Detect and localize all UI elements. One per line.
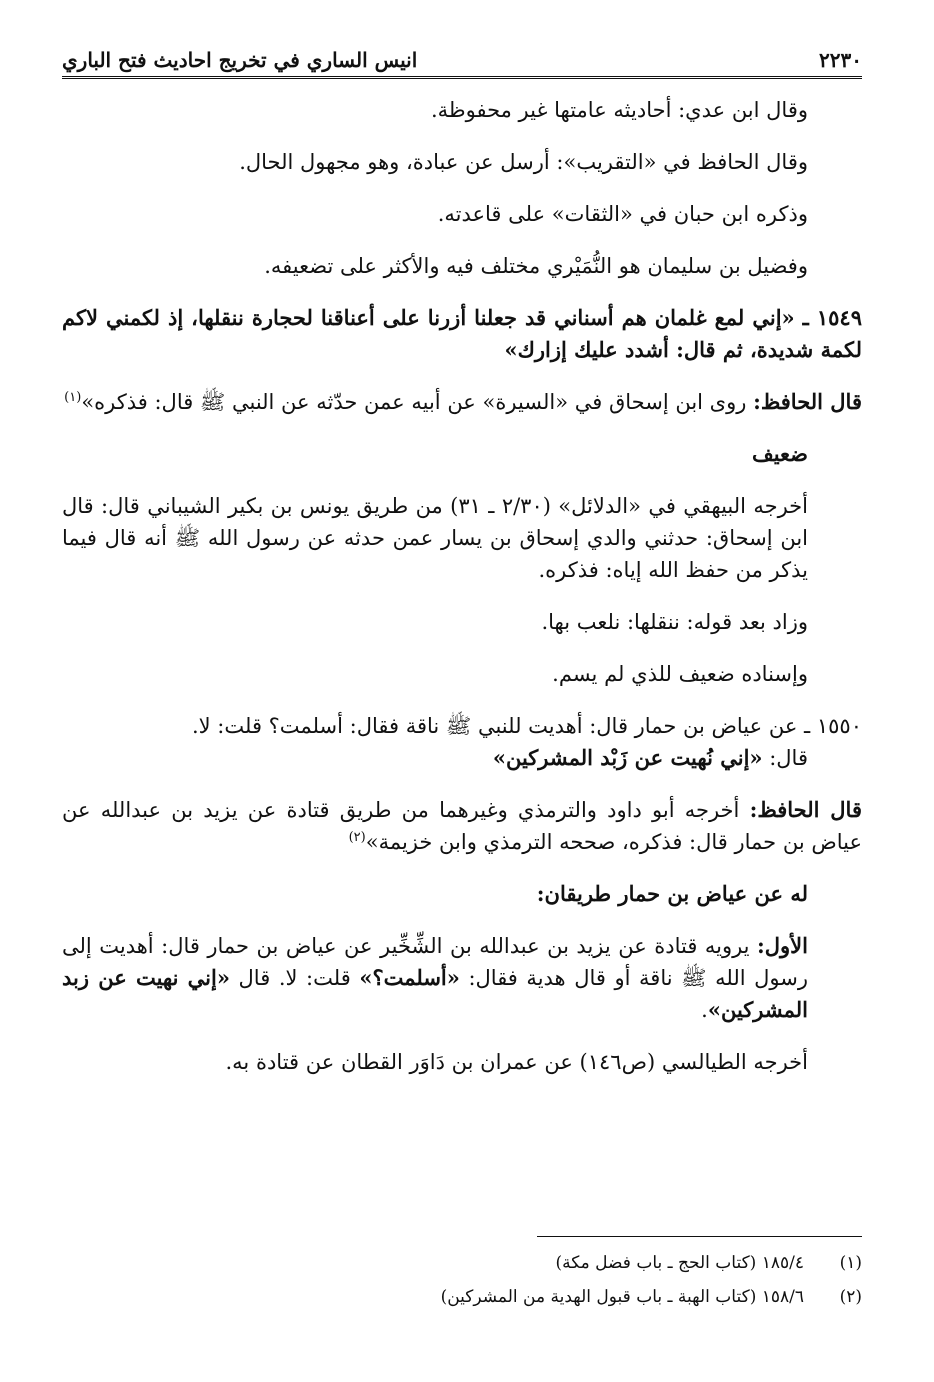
route-text: . xyxy=(701,998,708,1022)
paragraph: وقال ابن عدي: أحاديثه عامتها غير محفوظة. xyxy=(430,98,808,122)
hadith-1550-quote: «إني نُهيت عن زَبْد المشركين» xyxy=(492,745,763,770)
first-route xyxy=(62,930,862,1026)
comment-text: أخرجه أبو داود والترمذي وغيرهما من طريق قتادة عن يزيد بن عبدالله عن عياض بن حمار قال: فذكره، صححه الترمذي وابن خزيمة» xyxy=(62,798,862,854)
hafiz-label: قال الحافظ: xyxy=(749,797,862,822)
route-text: قلت: لا. قال xyxy=(229,966,360,990)
paragraph: أخرجه البيهقي في «الدلائل» (٢/٣٠ ـ ٣١) من طريق يونس بن بكير الشيباني قال: قال ابن إسحاق: حدثني والدي إسحاق بن يسار عمن حدثه عن رسول الله ﷺ أنه قال فيما يذكر من حفظ الله إياه: فذكره. xyxy=(62,494,808,582)
first-label: الأول: xyxy=(757,933,808,958)
route-text: يرويه قتادة عن يزيد بن عبدالله بن الشِّخِّير عن عياض بن حمار قال: أهديت إلى رسول الله ﷺ ناقة أو قال هدية فقال: xyxy=(62,934,808,990)
hafiz-comment-1550 xyxy=(62,794,862,858)
paragraph: وقال الحافظ في «التقريب»: أرسل عن عبادة، وهو مجهول الحال. xyxy=(239,150,808,174)
footnote-text: ١٨٥/٤ (كتاب الحج ـ باب فضل مكة) xyxy=(555,1253,804,1273)
footnote-ref-1: (١) xyxy=(64,390,82,405)
footnote-number: (١) xyxy=(839,1253,862,1273)
footnote-text: ١٥٨/٦ (كتاب الهبة ـ باب قبول الهدية من المشركين) xyxy=(440,1287,804,1307)
footnotes xyxy=(62,1246,862,1314)
footnote-ref-2: (٢) xyxy=(348,830,366,845)
grading-weak: ضعيف xyxy=(751,441,808,466)
hadith-1550-line2 xyxy=(493,742,862,774)
paragraph: وزاد بعد قوله: ننقلها: نلعب بها. xyxy=(541,610,808,634)
paragraph: وذكره ابن حبان في «الثقات» على قاعدته. xyxy=(437,202,808,226)
hadith-1550-line1: ١٥٥٠ ـ عن عياض بن حمار قال: أهديت للنبي ﷺ ناقة فقال: أسلمت؟ قلت: لا. xyxy=(191,714,862,738)
book-title: انيس الساري في تخريج احاديث فتح الباري xyxy=(62,48,418,72)
comment-text: روى ابن إسحاق في «السيرة» عن أبيه عمن حدّثه عن النبي ﷺ قال: فذكره» xyxy=(81,390,754,414)
footnote-divider xyxy=(537,1236,862,1237)
footnote xyxy=(62,1280,862,1314)
page-body xyxy=(62,94,862,1098)
hafiz-label: قال الحافظ: xyxy=(753,389,862,414)
footnote-number: (٢) xyxy=(839,1287,862,1307)
footnote xyxy=(62,1246,862,1280)
route-quote: «أسلمت؟» xyxy=(359,965,460,990)
paragraph: وإسناده ضعيف للذي لم يسم. xyxy=(552,662,808,686)
route-quote: «إني نهيت عن زبد المشركين» xyxy=(62,965,808,1022)
section-heading: له عن عياض بن حمار طريقان: xyxy=(536,881,808,906)
hadith-1550 xyxy=(62,710,862,774)
paragraph: أخرجه الطيالسي (ص١٤٦) عن عمران بن دَاوَر القطان عن قتادة به. xyxy=(225,1050,808,1074)
hadith-1549: ١٥٤٩ ـ «إني لمع غلمان هم أسناني قد جعلنا أزرنا على أعناقنا لحجارة ننقلها، إذ لكمني لاكم لكمة شديدة، ثم قال: أشدد عليك إزارك» xyxy=(62,305,862,362)
running-header xyxy=(62,38,862,79)
page-number: ٢٢٣٠ xyxy=(819,48,862,72)
hafiz-comment-1549 xyxy=(62,386,862,418)
paragraph: وفضيل بن سليمان هو النُّمَيْري مختلف فيه والأكثر على تضعيفه. xyxy=(264,254,808,278)
hadith-1550-prefix: قال: xyxy=(762,746,808,770)
